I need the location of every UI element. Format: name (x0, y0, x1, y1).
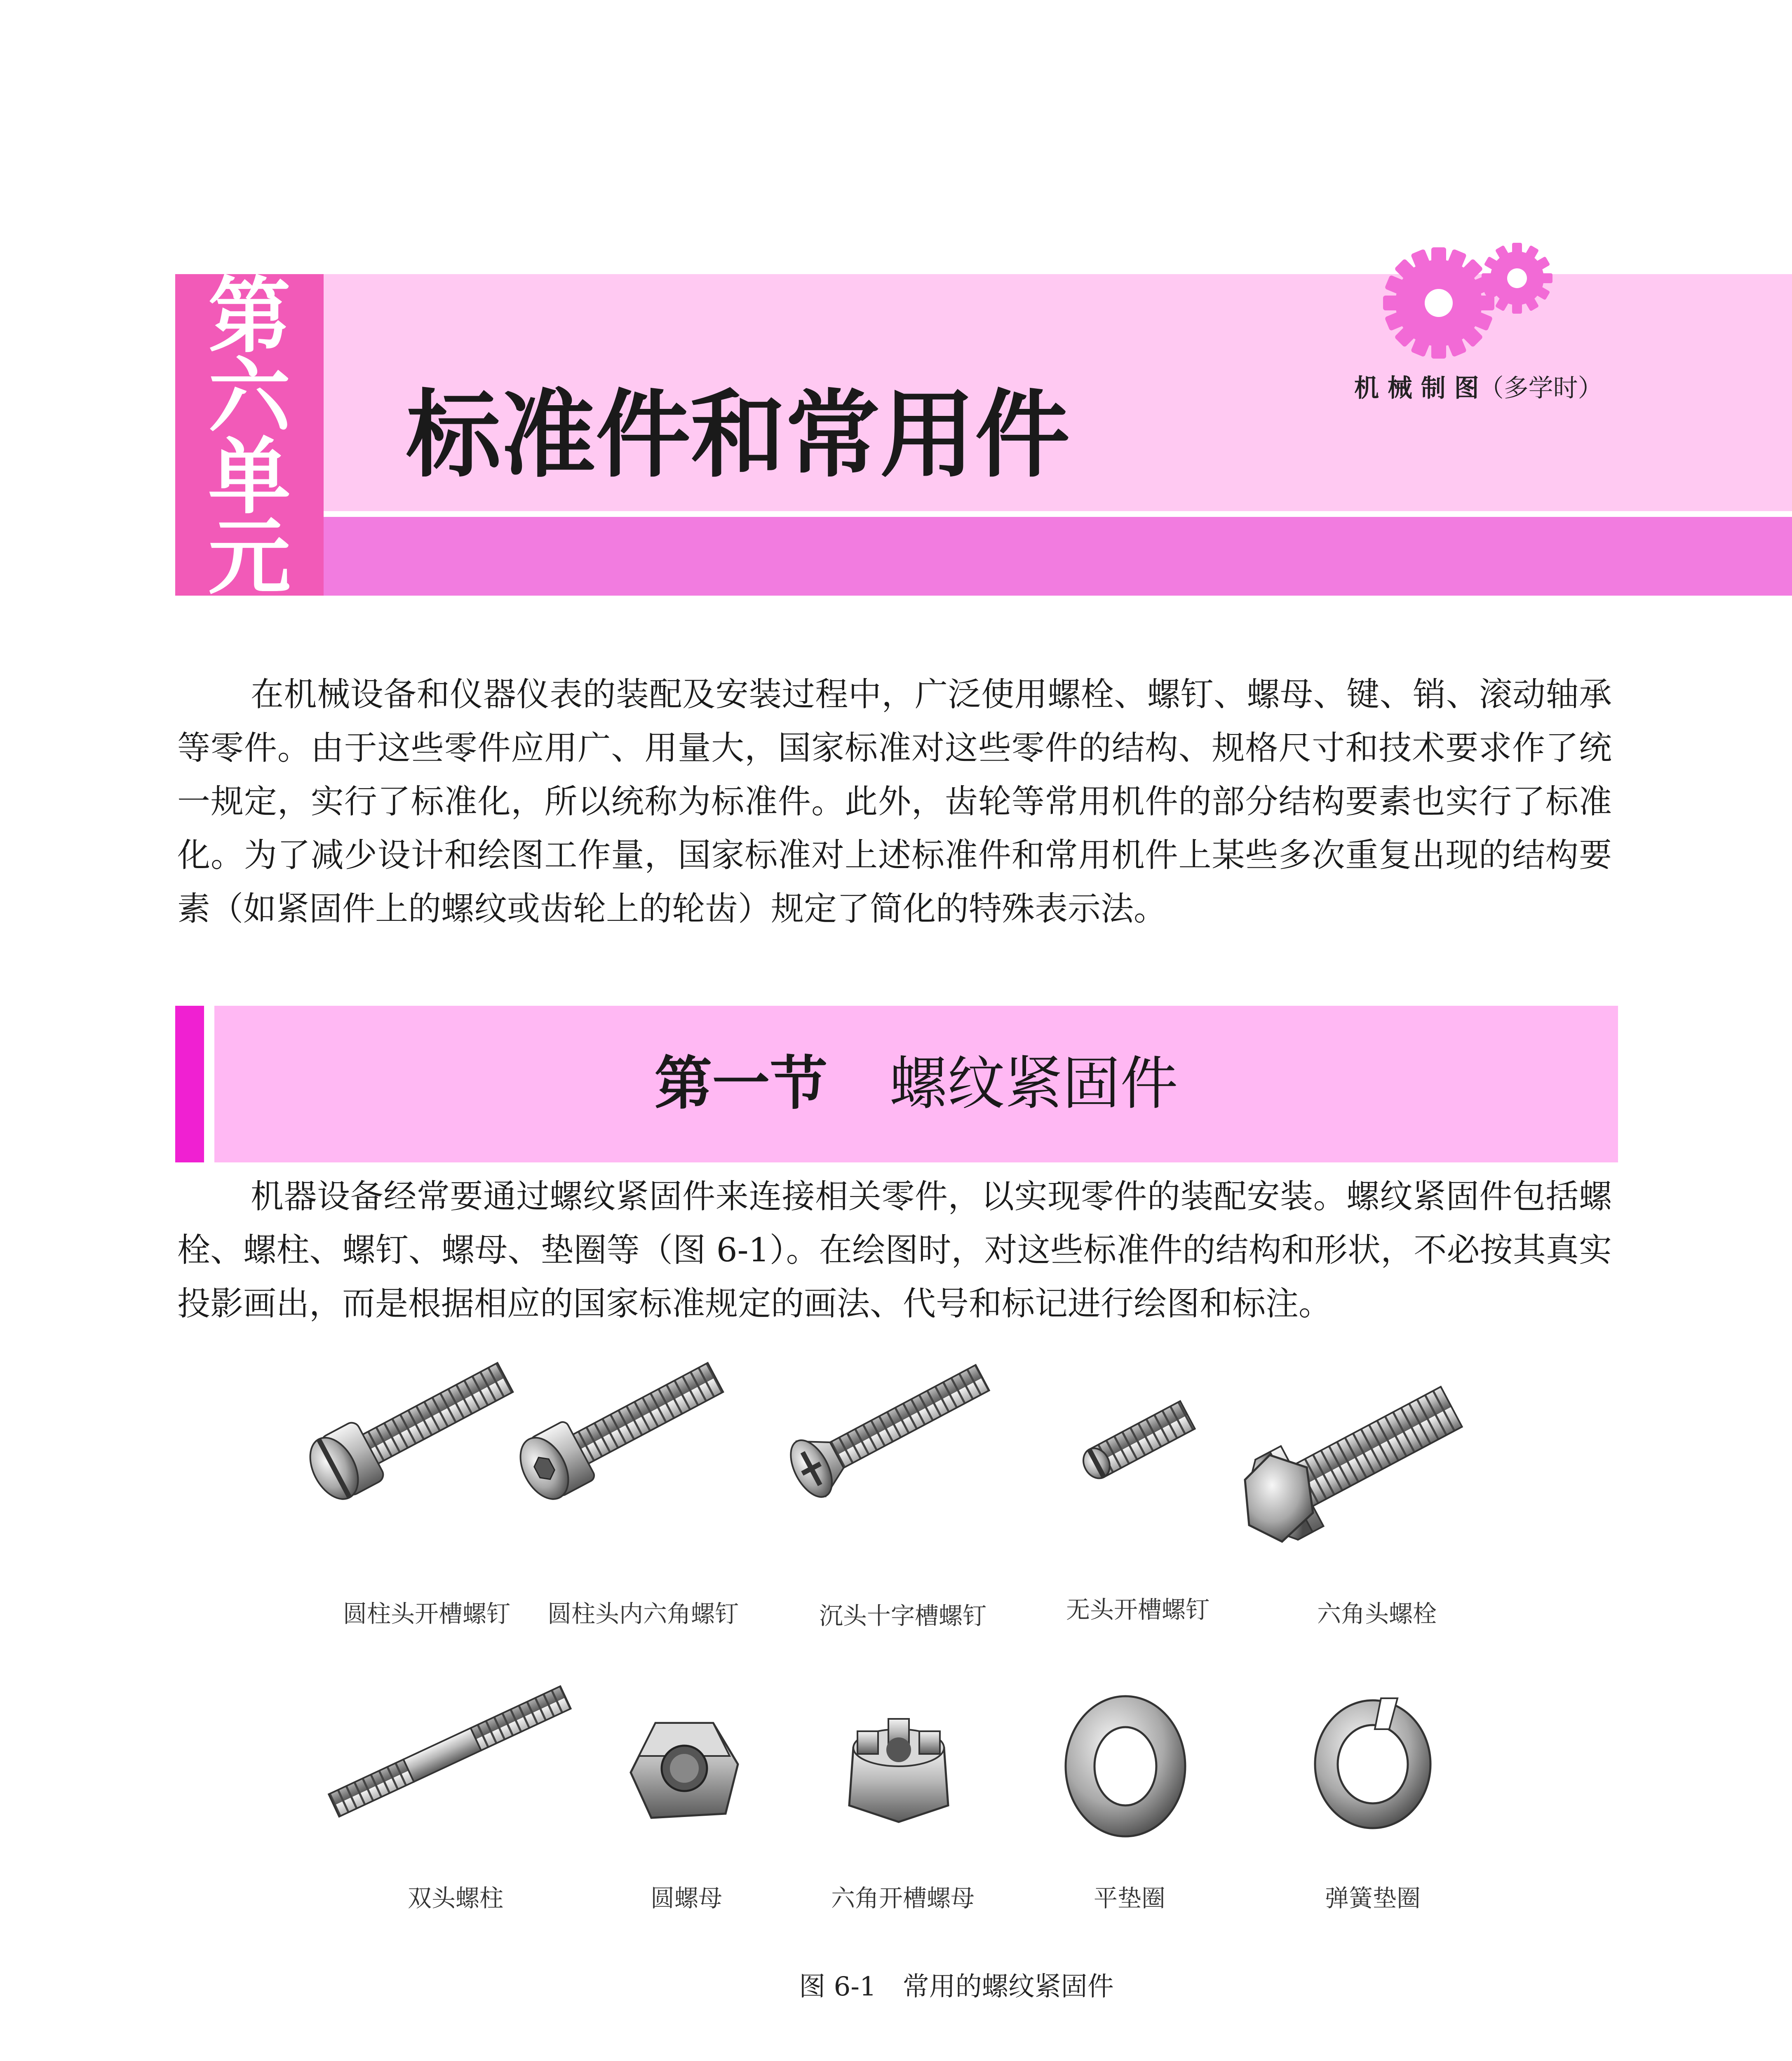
unit-title: 标准件和常用件 (406, 379, 1070, 491)
fastener-label: 无头开槽螺钉 (1066, 1596, 1210, 1624)
hex-nut-icon (631, 1723, 738, 1818)
intro-paragraph: 在机械设备和仪器仪表的装配及安装过程中，广泛使用螺栓、螺钉、螺母、键、销、滚动轴承等零件。由于这些零件应用广、用量大，国家标准对这些零件的结构、规格尺寸和技术要求作了统一规定，实行了标准化，所以统称为标准件。此外，齿轮等常用机件的部分结构要素也实行了标准化。为了减少设计和绘图工作量，国家标准对上述标准件和常用机件上某些多次重复出现的结构要素（如紧固件上的螺纹或齿轮上的轮齿）规定了简化的特殊表示法。 (177, 675, 1612, 928)
cylinder-head-slotted-screw-icon (301, 1348, 521, 1507)
section-paragraph: 机器设备经常要通过螺纹紧固件来连接相关零件，以实现零件的装配安装。螺纹紧固件包括螺栓、螺柱、螺钉、螺母、垫圈等（图 6-1）。在绘图时，对这些标准件的结构和形状，不必按其真实投影画出，而是根据相应的国家标准规定的画法、代号和标记进行绘图和标注。 (177, 1177, 1612, 1323)
fastener-label: 双头螺柱 (407, 1884, 503, 1912)
unit-label-char: 六 (208, 349, 291, 445)
set-screw-icon (1078, 1401, 1195, 1483)
double-end-stud-icon (329, 1686, 571, 1817)
spring-washer-icon (1315, 1698, 1430, 1828)
section-name: 螺纹紧固件 (889, 1050, 1178, 1117)
book-title-main: 机 械 制 图 (1354, 374, 1479, 403)
fastener-label: 圆柱头开槽螺钉 (343, 1600, 510, 1628)
countersunk-cross-screw-icon (782, 1350, 997, 1504)
castle-nut-icon (849, 1719, 948, 1822)
fastener-label: 沉头十字槽螺钉 (819, 1602, 986, 1630)
fastener-label: 六角头螺栓 (1317, 1600, 1437, 1628)
section-number: 第一节 (654, 1050, 828, 1117)
flat-washer-icon (1066, 1696, 1185, 1836)
fastener-label: 圆柱头内六角螺钉 (547, 1600, 739, 1628)
fastener-label: 平垫圈 (1093, 1884, 1165, 1912)
unit-label-char: 单 (208, 429, 291, 525)
unit-label-char: 元 (208, 509, 291, 606)
fastener-label: 六角开槽螺母 (831, 1884, 975, 1912)
figure-caption: 图 6-1 常用的螺纹紧固件 (799, 1972, 1114, 2002)
fastener-label: 弹簧垫圈 (1325, 1884, 1421, 1912)
socket-head-cap-screw-icon (511, 1348, 731, 1507)
unit-label-char: 第 (208, 268, 291, 364)
fastener-label: 圆螺母 (650, 1884, 722, 1912)
book-title-sub: （多学时） (1479, 374, 1603, 403)
